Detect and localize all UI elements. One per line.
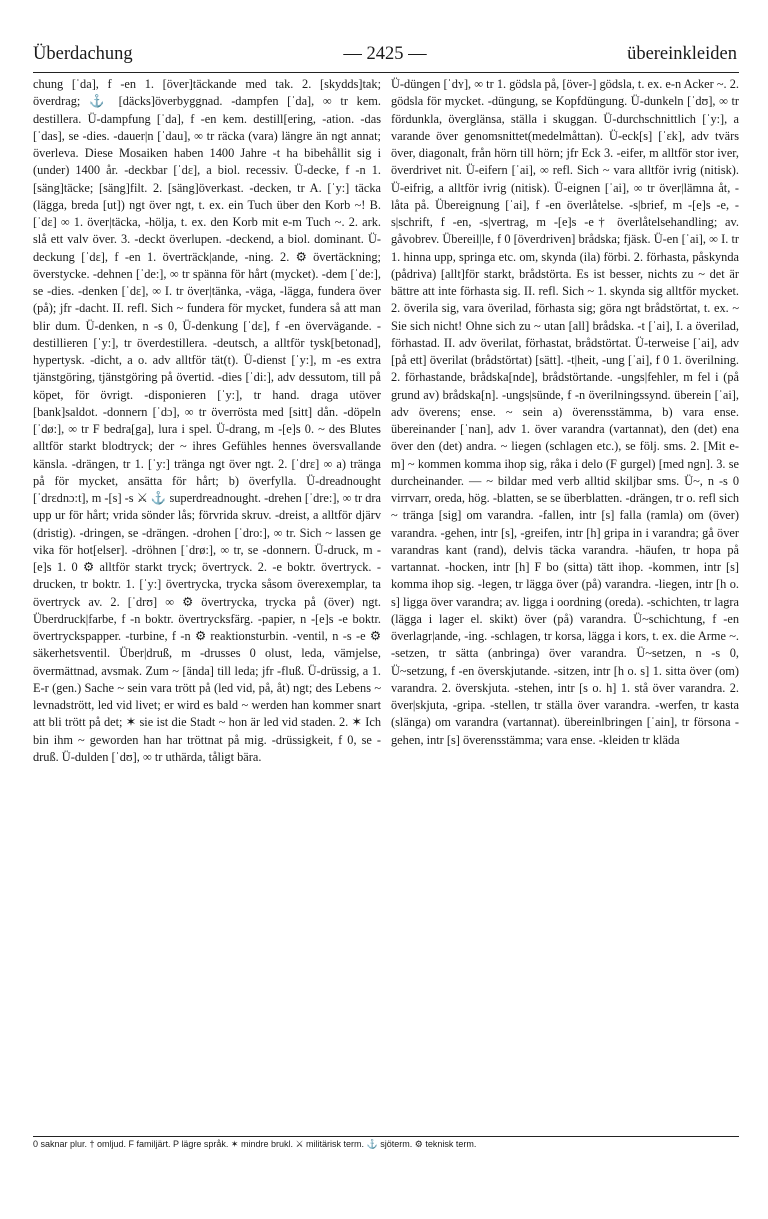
footer-rule (33, 1136, 739, 1137)
dictionary-entries: chung [ˈda], f -en 1. [över]täckande med tak. 2. [skydds]tak; överdrag; ⚓ [däcks]överbyggnad. -dampfen [ˈda], ∞ tr kem. destillera. Ü-dampfung [ˈda], f -en kem. destill[ering, -ation. -das [ˈdas], se -dies. -dauer|n [ˈdau], ∞ tr räcka (vara) längre än ngt annat; överleva. Diese Mosaiken haben 1400 Jahre -t ha bibehållit sig i (under) 1400 år. -deckbar [ˈdɛ], a biol. recessiv. Ü-decke, f -n 1. [säng]täcke; [säng]filt. 2. [säng]överkast. -decken, tr A. [ˈy:] täcka (lägga, breda [ut]) ngt över ngt, t. ex. ein Tuch über den Korb ~! B. [ˈdɛ] ∞ 1. över|täcka, -hölja, t. ex. den Korb mit e-m Tuch ~. 2. ark. slå ett valv över. 3. -deckt överlupen. -deckend, a biol. dominant. Ü-deckung [ˈdɛ], f -en 1. överträck|ande, -ning. 2. ⚙ övertäckning; överstycke. -dehnen [ˈde:], ∞ tr spänna för hårt (mycket). -dem [ˈde:], se -dies. -denken [ˈdɛ], ∞ I. tr över|tänka, -väga, -lägga, fundera över (på); jfr -dacht. II. refl. Sich ~ fundera för mycket, fundera så att man blir dum. Ü-denken, n -s 0, Ü-denkung [ˈdɛ], f -en övervägande. -destillieren [ˈy:], tr överdestillera. -deutsch, a alltför tysk[betonad], hypertysk. -dicht, a o. adv alltför tät(t). Ü-dienst [ˈy:], m -es extra tjänstgöring, tjänstgöring på övertid. -dies [ˈdi:], adv dessutom, till på köpet, för övrigt. -disponieren [ˈy:], tr hand. draga utöver [bank]saldot. -donnern [ˈdɔ], ∞ tr överrösta med [sitt] dån. -döpeln [ˈdø:], ∞ tr F bedra[ga], lura i spel. Ü-drang, m -[e]s 0. ~ des Blutes alltför starkt blodtryck; der ~ ihres Gefühles hennes översvallande känsla. -drängen, tr 1. [ˈy:] tränga ngt över ngt. 2. [ˈdrɛ] ∞ a) tränga på för mycket, ansätta för hårt; b) överfylla. Ü-dreadnought [ˈdrɛdnɔ:t], m -[s] -s ⚔ ⚓ superdreadnought. -drehen [ˈdre:], ∞ tr dra upp ur för hårt; vrida sönder lås; förvrida skruv. -dreist, a alltför djärv (dristig). -dringen, se -drängen. -drohen [ˈdro:], ∞ tr. Sich ~ lassen ge vika för hot[elser]. -dröhnen [ˈdrø:], ∞ tr, se -donnern. Ü-druck, m -[e]s 1. 0 ⚙ alltför starkt tryck; övertryck. 2. -e boktr. övertryck. -drucken, tr boktr. 1. [ˈy:] övertrycka, trycka såsom överexemplar, ta övertryck av. 2. [ˈdrʊ] ∞ ⚙ övertrycka, trycka på (över) ngt. Überdruck|farbe, f -n boktr. övertrycksfärg. -papier, n -[e]s -e boktr. övertryckspapper. -turbine, f -n ⚙ reaktionsturbin. -ventil, n -s -e ⚙ säkerhetsventil. Über|druß, m -drusses 0 olust, leda, vämjelse, övermättnad, avsmak. Zum ~ [ända] till leda; jfr -fluß. Ü-drüssig, a 1. E-r (gen.) Sache ~ sein vara trött på (led vid, på, åt) ngt; des Lebens ~ levnadstrött, led vid livet; er wird es bald ~ werden han kommer snart att bli trött på det; ✶ sie ist die Stadt ~ hon är led vid staden. 2. ✶ Ich bin ihm ~ geworden han har tröttnat på mig. -drüssigkeit, f 0, se -druß. Ü-dulden [ˈdʊ], ∞ tr uthärda, tåligt bära. (33, 77, 381, 764)
left-column (33, 76, 381, 766)
dictionary-entries: Ü-düngen [ˈdʏ], ∞ tr 1. gödsla på, [över-] gödsla, t. ex. e-n Acker ~. 2. gödsla för mycket. -düngung, se Kopfdüngung. Ü-dunkeln [ˈdʊ], ∞ tr fördunkla, överglänsa, ställa i skuggan. Ü-durchschnittlich [ˈy:], a varande över genomsnittet(medelmåttan). Ü-eck[s] [ˈɛk], adv tvärs över, diagonalt, från hörn till hörn; jfr Eck 3. -eifer, m alltför stor iver, överdrivet nit. Ü-eifern [ˈai], ∞ refl. Sich ~ vara alltför ivrig (nitisk). Ü-eifrig, a alltför ivrig (nitisk). Ü-eignen [ˈai], ∞ tr över|lämna åt, -låta på. Übereignung [ˈai], f -en överlåtelse. -s|brief, m -[e]s -e, -s|schrift, f -en, -s|vertrag, m -[e]s -e† överlåtelsehandling; av. gåvobrev. Übereil|le, f 0 [överdriven] brådska; fjäsk. Ü-en [ˈai], ∞ I. tr 1. hinna upp, springa etc. om, skynda (ila) förbi. 2. förhasta, påskynda (pådriva) [allt]för starkt, brådstörta. Es ist besser, nichts zu ~ det är bättre att inte förhasta sig. II. refl. Sich ~ 1. skynda sig alltför mycket. 2. överila sig, vara överilad, förhasta sig; göra ngt brådstörtat, t. ex. ~ Sie sich nicht! Ohne sich zu ~ utan [all] brådska. -t [ˈai], I. a överilad, förhastad. II. adv överilat, förhastat, brådstörtat. Ü-terweise [ˈai], adv [på ett] överilat (brådstörtat) [sätt]. -t|heit, -ung [ˈai], f 0 1. överilning. 2. förhastande, brådska[nde], brådstörtande. -ungs|fehler, m fel i (på grund av) brådska[n]. -ungs|sünde, f -n överilningssynd. überein [ˈai], adv överens; ense. ~ sein a) överensstämma, b) vara ense. übereinander [ˈnan], adv 1. över varandra (vartannat), den (det) ena över den (det) andra. ~ liegen (schlagen etc.), se följ. sms. 2. [Mit e-m] ~ kommen komma ihop sig, råka i delo (F gurgel) [med ngn]. 3. se durcheinander. — ~ bildar med verb alltid skiljbar sms. Ü~, n -s 0 virrvarr, oreda, hög. -blatten, se se überblatten. -drängen, tr o. refl sich ~ tränga [sig] om varandra. -fallen, intr [s] falla (ramla) om (över) varandra. -gehen, intr [s], -greifen, intr [h] gripa in i varandra; gå över varandras kant (rand), delvis täcka varandra. -häufen, tr hopa på vartannat. -hocken, intr [h] F bo (sitta) tätt ihop. -kommen, intr [s] komma ihop sig. -legen, tr lägga över (på) varandra. -liegen, intr [h o. s] ligga över varandra; av. ligga i oordning (oreda). -schichten, tr lagra (lägga i lager el. skikt) över (på) varandra. Ü~schichtung, f -en överlagr|ande, -ing. -schlagen, tr korsa, lägga i kors, t. ex. die Arme ~. -setzen, tr sätta (anbringa) över varandra. Ü~setzen, n -s 0, Ü~setzung, f -en överskjutande. -sitzen, intr [h o. s] 1. sitta över (om) varandra. 2. överskjuta. -stehen, intr [s o. h] 1. stå över varandra. 2. över|skjuta, -gripa. -stellen, tr ställa över varandra. -werfen, tr kasta (slänga) om varandra (vartannat). übereinlbringen [ˈain], tr försona -gehen, intr [s] överensstämma; vara ense. -kleiden tr kläda (391, 77, 739, 747)
right-column (391, 76, 739, 749)
running-head-left: Überdachung (33, 44, 133, 64)
header-rule (33, 72, 739, 73)
running-head-right: übereinkleiden (627, 44, 737, 64)
page-header (33, 44, 737, 70)
page-number: — 2425 — (343, 44, 427, 64)
abbreviation-legend: 0 saknar plur. † omljud. F familjärt. P lägre språk. ✶ mindre brukl. ⚔ militärisk term. ⚓ sjöterm. ⚙ teknisk term. (33, 1139, 477, 1149)
